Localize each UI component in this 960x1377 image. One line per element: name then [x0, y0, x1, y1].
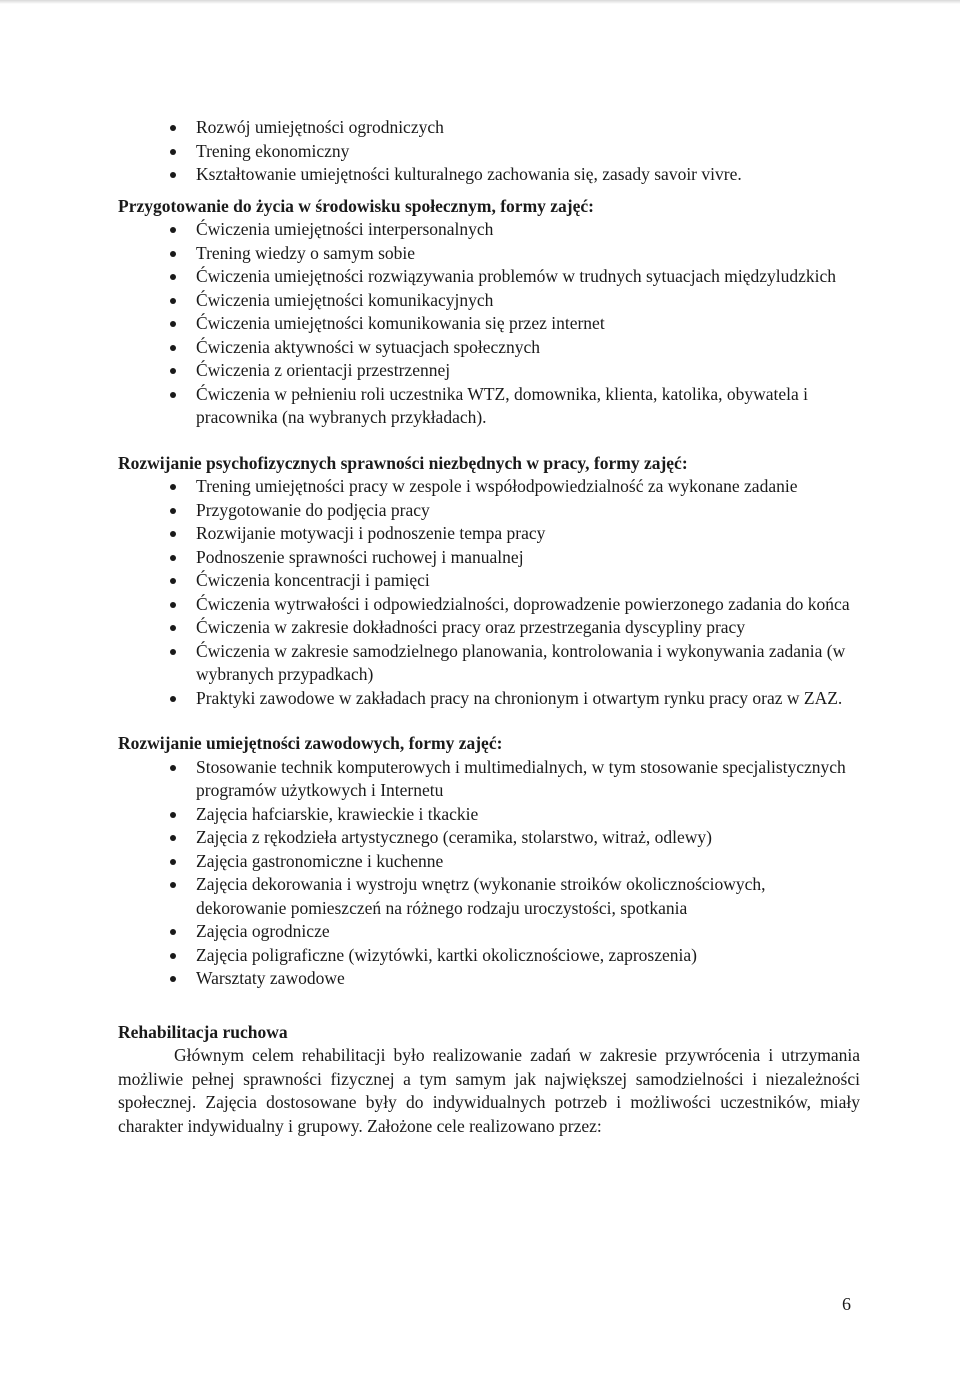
section-heading-psychophysical: Rozwijanie psychofizycznych sprawności niezbędnych w pracy, formy zajęć:	[118, 452, 688, 473]
list-item: Ćwiczenia aktywności w sytuacjach społecznych	[118, 336, 860, 360]
page-number: 6	[842, 1294, 851, 1314]
list-item: Ćwiczenia umiejętności interpersonalnych	[118, 218, 860, 242]
list-item: Trening wiedzy o samym sobie	[118, 242, 860, 266]
rehab-paragraph: Głównym celem rehabilitacji było realizowanie zadań w zakresie przywrócenia i utrzymania możliwie pełnej sprawności fizycznej a tym samym jak największej samodzielności i niezależności społecznej. Zajęcia dostosowane były do indywidualnych potrzeb i możliwości uczestników, miały charakter indywidualny i grupowy. Założone cele realizowano przez:	[118, 1045, 860, 1136]
page-content	[118, 116, 860, 1138]
list-item: Rozwijanie motywacji i podnoszenie tempa pracy	[118, 522, 860, 546]
section-list-psychophysical	[118, 475, 860, 710]
list-item: Zajęcia z rękodzieła artystycznego (ceramika, stolarstwo, witraż, odlewy)	[118, 826, 860, 850]
list-item: Zajęcia dekorowania i wystroju wnętrz (wykonanie stroików okolicznościowych, dekorowanie pomieszczeń na różnego rodzaju uroczystości, spotkania	[118, 873, 860, 920]
section-list-social	[118, 218, 860, 430]
list-item: Przygotowanie do podjęcia pracy	[118, 499, 860, 523]
intro-list	[118, 116, 860, 187]
list-item: Stosowanie technik komputerowych i multimedialnych, w tym stosowanie specjalistycznych programów użytkowych i Internetu	[118, 756, 860, 803]
list-item: Ćwiczenia w zakresie dokładności pracy oraz przestrzegania dyscypliny pracy	[118, 616, 860, 640]
section-heading-social: Przygotowanie do życia w środowisku społecznym, formy zajęć:	[118, 195, 594, 216]
list-item: Ćwiczenia umiejętności komunikowania się przez internet	[118, 312, 860, 336]
list-item: Ćwiczenia umiejętności komunikacyjnych	[118, 289, 860, 313]
list-item: Kształtowanie umiejętności kulturalnego zachowania się, zasady savoir vivre.	[118, 163, 860, 187]
scan-edge	[0, 0, 960, 4]
list-item: Ćwiczenia w pełnieniu roli uczestnika WTZ, domownika, klienta, katolika, obywatela i pracownika (na wybranych przykładach).	[118, 383, 860, 430]
list-item: Ćwiczenia z orientacji przestrzennej	[118, 359, 860, 383]
list-item: Podnoszenie sprawności ruchowej i manualnej	[118, 546, 860, 570]
list-item: Warsztaty zawodowe	[118, 967, 860, 991]
list-item: Zajęcia ogrodnicze	[118, 920, 860, 944]
list-item: Zajęcia hafciarskie, krawieckie i tkackie	[118, 803, 860, 827]
list-item: Rozwój umiejętności ogrodniczych	[118, 116, 860, 140]
section-heading-rehab: Rehabilitacja ruchowa	[118, 1021, 288, 1042]
list-item: Ćwiczenia wytrwałości i odpowiedzialności, doprowadzenie powierzonego zadania do końca	[118, 593, 860, 617]
list-item: Ćwiczenia w zakresie samodzielnego planowania, kontrolowania i wykonywania zadania (w wybranych przypadkach)	[118, 640, 860, 687]
section-list-vocational	[118, 756, 860, 991]
list-item: Zajęcia poligraficzne (wizytówki, kartki okolicznościowe, zaproszenia)	[118, 944, 860, 968]
list-item: Trening umiejętności pracy w zespole i współodpowiedzialność za wykonane zadanie	[118, 475, 860, 499]
list-item: Trening ekonomiczny	[118, 140, 860, 164]
list-item: Zajęcia gastronomiczne i kuchenne	[118, 850, 860, 874]
list-item: Ćwiczenia umiejętności rozwiązywania problemów w trudnych sytuacjach międzyludzkich	[118, 265, 860, 289]
list-item: Praktyki zawodowe w zakładach pracy na chronionym i otwartym rynku pracy oraz w ZAZ.	[118, 687, 860, 711]
list-item: Ćwiczenia koncentracji i pamięci	[118, 569, 860, 593]
section-heading-vocational: Rozwijanie umiejętności zawodowych, formy zajęć:	[118, 733, 503, 753]
